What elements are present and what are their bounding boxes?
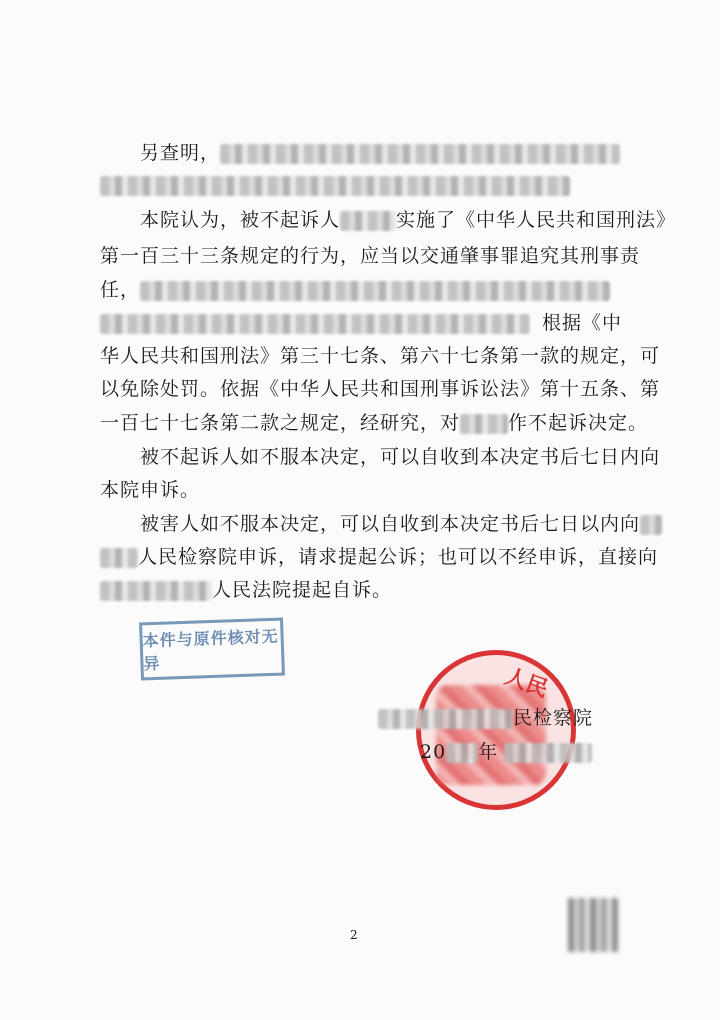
seal-text: 人民 xyxy=(501,663,552,703)
redacted-block xyxy=(640,515,662,535)
para2-line2: 第一百三十三条规定的行为，应当以交通肇事罪追究其刑事责 xyxy=(100,245,641,267)
signature-org xyxy=(378,706,593,730)
redacted-block xyxy=(140,281,610,301)
para2-line4 xyxy=(100,311,622,335)
page-number: 2 xyxy=(350,928,358,942)
text: 人民法院提起自诉。 xyxy=(212,579,393,601)
redacted-block xyxy=(100,176,570,196)
text: 本院认为，被不起诉人 xyxy=(140,209,341,231)
redacted-block xyxy=(340,211,396,231)
para2-line3 xyxy=(100,278,610,302)
signature-date xyxy=(420,740,592,764)
para1-line1 xyxy=(140,141,620,165)
para4-line3 xyxy=(100,578,392,602)
text: 年 xyxy=(478,741,499,763)
redacted-block xyxy=(100,548,138,568)
redacted-block xyxy=(504,743,592,763)
redacted-block xyxy=(220,144,620,164)
text: 被害人如不服本决定，可以自收到本决定书后七日以内向 xyxy=(140,513,641,535)
text: 另查明， xyxy=(140,142,221,164)
para2-line7 xyxy=(100,411,648,435)
text: 作不起诉决定。 xyxy=(508,412,649,434)
text: 一百七十七条第二款之规定，经研究，对 xyxy=(100,412,461,434)
para4-line1 xyxy=(140,512,662,536)
text: 任， xyxy=(100,279,141,301)
para2-line6: 以免除处罚。依据《中华人民共和国刑事诉讼法》第十五条、第 xyxy=(100,378,661,400)
redacted-block xyxy=(378,709,513,729)
redacted-block xyxy=(100,581,212,601)
qr-code xyxy=(568,898,618,952)
seal-redacted xyxy=(436,685,546,785)
text: 根据《中 xyxy=(542,312,623,334)
text: 实施了《中华人民共和国刑法》 xyxy=(396,209,677,231)
text: 人民检察院申诉，请求提起公诉；也可以不经申诉，直接向 xyxy=(138,546,659,568)
redacted-block xyxy=(460,414,508,434)
para4-line2 xyxy=(100,545,658,569)
redacted-block xyxy=(446,743,478,763)
para3-line1: 被不起诉人如不服本决定，可以自收到本决定书后七日内向 xyxy=(140,446,661,468)
para3-line2: 本院申诉。 xyxy=(100,479,201,501)
para2-line1 xyxy=(140,208,676,232)
copy-verification-stamp: 本件与原件核对无异 xyxy=(139,618,285,681)
text: 20 xyxy=(420,741,447,763)
para2-line5: 华人民共和国刑法》第三十七条、第六十七条第一款的规定，可 xyxy=(100,345,661,367)
redacted-block xyxy=(100,314,530,334)
text: 民检察院 xyxy=(513,707,594,729)
